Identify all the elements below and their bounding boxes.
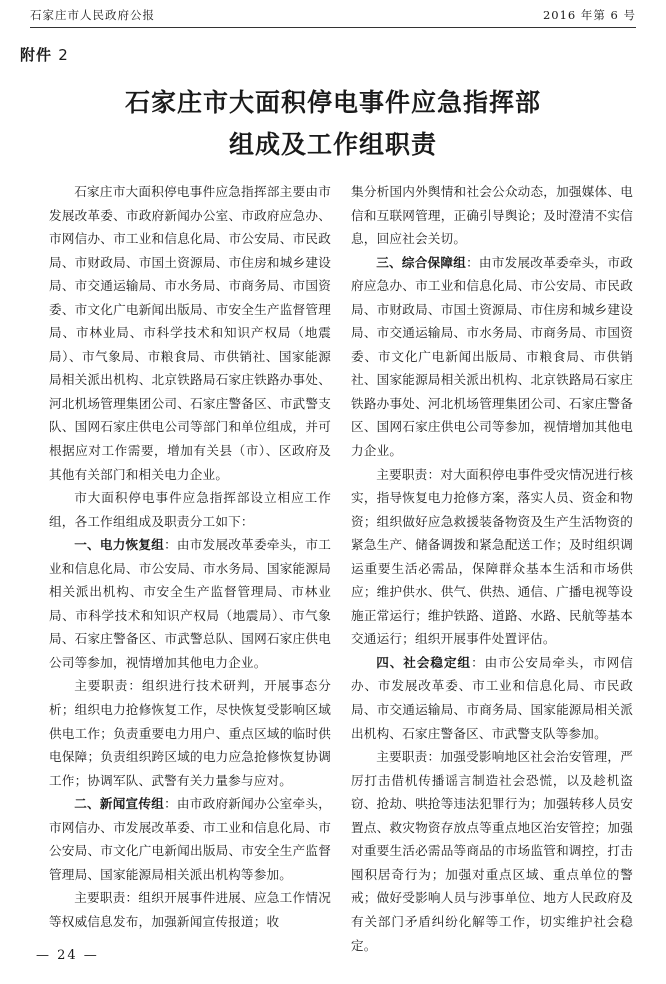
header-divider — [30, 27, 636, 28]
group3-members-paragraph — [351, 251, 633, 463]
group4-duties: 主要职责：加强受影响地区社会治安管理，严厉打击借机传播谣言制造社会恐慌，以及趁机盗窃、抢劫、哄抢等违法犯罪行为；加强转移人员安置点、救灾物资存放点等重点地区治安管控；加强对重要生活必需品等商品的市场监管和调控，打击囤积居奇行为；加强对重点区域、重点单位的警戒；做好受影响人员与涉事单位、地方人民政府及有关部门矛盾纠纷化解等工作，切实维护社会稳定。 — [351, 749, 633, 953]
page-header — [30, 6, 636, 24]
group3-duties: 主要职责：对大面积停电事件受灾情况进行核实，指导恢复电力抢修方案，落实人员、资金和物资；组织做好应急救援装备物资及生产生活物资的紧急生产、储备调拨和紧急配送工作；及时组织调运重要生活必需品，保障群众基本生活和市场供应；维护供水、供气、供热、通信、广播电视等设施正常运行；维护铁路、道路、水路、民航等基本交通运行；组织开展事件处置评估。 — [351, 466, 633, 647]
group2-duties: 主要职责：组织开展事件进展、应急工作情况等权威信息发布，加强新闻宣传报道；收 — [49, 890, 331, 929]
attachment-word: 附件 — [20, 46, 53, 64]
setup-paragraph: 市大面积停电事件应急指挥部设立相应工作组，各工作组组成及职责分工如下： — [49, 490, 331, 529]
title-line-2: 组成及工作组职责 — [228, 130, 437, 159]
group1-heading: 一、电力恢复组 — [74, 537, 165, 553]
group2-duties-continued: 集分析国内外舆情和社会公众动态，加强媒体、电信和互联网管理，正确引导舆论；及时澄清不实信息，回应社会关切。 — [351, 184, 633, 247]
group2-members: ：由市政府新闻办公室牵头，市网信办、市发展改革委、市工业和信息化局、市公安局、市文化广电新闻出版局、市安全生产监督管理局、国家能源局相关派出机构等参加。 — [49, 796, 331, 882]
attachment-number: 2 — [58, 46, 69, 64]
group4-members-paragraph — [351, 651, 633, 745]
group1-members: ：由市发展改革委牵头，市工业和信息化局、市公安局、市水务局、国家能源局相关派出机构、市安全生产监督管理局、市林业局、市科学技术和知识产权局（地震局）、市气象局、石家庄警备区、市武警总队、国网石家庄供电公司等参加，视情增加其他电力企业。 — [49, 537, 331, 670]
group3-members: ：由市发展改革委牵头，市政府应急办、市工业和信息化局、市公安局、市民政局、市财政局、市国土资源局、市住房和城乡建设局、市交通运输局、市水务局、市商务局、市国资委、市文化广电新闻出版局、市粮食局、市供销社、国家能源局相关派出机构、北京铁路局石家庄铁路办事处、河北机场管理集团公司、石家庄警备区、国网石家庄供电公司等参加，视情增加其他电力企业。 — [351, 254, 633, 459]
group4-members: ：由市公安局牵头，市网信办、市发展改革委、市工业和信息化局、市民政局、市交通运输局、市商务局、国家能源局相关派出机构、石家庄警备区、市武警支队等参加。 — [351, 654, 634, 741]
title-line-1: 石家庄市大面积停电事件应急指挥部 — [124, 88, 541, 117]
right-column — [351, 180, 633, 957]
intro-paragraph: 石家庄市大面积停电事件应急指挥部主要由市发展改革委、市政府新闻办公室、市政府应急办、市网信办、市工业和信息化局、市公安局、市民政局、市财政局、市国土资源局、市住房和城乡建设局、市交通运输局、市水务局、市商务局、市国资委、市文化广电新闻出版局、市安全生产监督管理局、市林业局、市科学技术和知识产权局（地震局）、市气象局、市粮食局、市供销社、国家能源局相关派出机构、北京铁路局石家庄铁路办事处、河北机场管理集团公司、石家庄警备区、市武警支队、国网石家庄供电公司等部门和单位组成，并可根据应对工作需要，增加有关县（市）、区政府及其他有关部门和相关电力企业。 — [49, 184, 331, 482]
attachment-label — [20, 44, 69, 65]
issue-number: 2016 年第 6 号 — [542, 8, 636, 22]
group2-heading: 二、新闻宣传组 — [74, 796, 165, 812]
group4-heading: 四、社会稳定组 — [376, 654, 472, 670]
group3-heading: 三、综合保障组 — [376, 254, 467, 270]
publication-name: 石家庄市人民政府公报 — [30, 8, 155, 22]
document-title — [0, 82, 666, 166]
group2-members-paragraph — [49, 792, 331, 886]
page-number: — 24 — — [36, 948, 99, 963]
group1-members-paragraph — [49, 533, 331, 674]
group1-duties: 主要职责：组织进行技术研判，开展事态分析；组织电力抢修恢复工作，尽快恢复受影响区域供电工作；负责重要电力用户、重点区域的临时供电保障；负责组织跨区域的电力应急抢修恢复协调工作；协调军队、武警有关力量参与应对。 — [49, 678, 331, 788]
left-column — [49, 180, 331, 934]
